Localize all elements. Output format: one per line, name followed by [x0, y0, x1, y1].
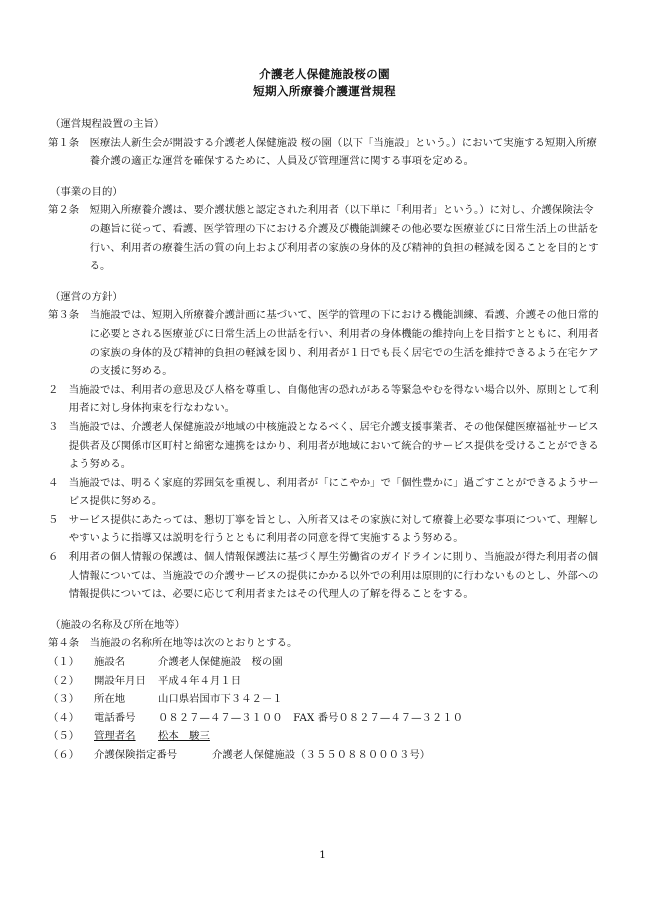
paragraph-text: 当施設では、利用者の意思及び人格を尊重し、自傷他害の恐れがある等緊急やむを得ない場合以外、原則として利用者に対し身体拘束を行なわない。	[68, 383, 599, 415]
article-1	[48, 134, 601, 171]
article-text: 短期入所療養介護は、要介護状態と認定された利用者（以下単に「利用者」という。）に対し、介護保険法令の趣旨に従って、看護、医学管理の下における介護及び機能訓練その他必要な医療並びに日常生活上の世話を行い、利用者の療養生活の質の向上および利用者の家族の身体的及び精神的負担の軽減を図ることを目的とする。	[89, 204, 599, 273]
list-label: 電話番号	[94, 711, 136, 724]
list-label: 管理者名	[94, 730, 136, 743]
facility-info-row-insurance-number	[48, 746, 601, 765]
paragraph-number: ６	[48, 551, 69, 564]
section-heading: （運営の方針）	[50, 290, 123, 303]
list-number: （２）	[48, 674, 80, 687]
list-number: （４）	[48, 711, 80, 724]
paragraph-number: ３	[48, 420, 69, 433]
list-label: 施設名	[94, 656, 126, 669]
section-heading: （施設の名称及び所在地等）	[50, 618, 186, 631]
paragraph-text: 当施設では、介護老人保健施設が地域の中核施設となるべく、居宅介護支援事業者、その他保健医療福祉サービス提供者及び関係市区町村と綿密な連携をはかり、利用者が地域において統合的サービス提供を受けることができるよう努める。	[68, 420, 599, 471]
list-label: 所在地	[94, 693, 126, 706]
list-value: 松本 駿三	[158, 730, 210, 743]
article-2	[48, 201, 601, 275]
title-block	[48, 66, 601, 100]
facility-info-row-manager	[48, 727, 601, 746]
list-value: 介護老人保健施設 桜の園	[158, 656, 283, 669]
article-text: 当施設では、短期入所療養介護計画に基づいて、医学的管理の下における機能訓練、看護、介護その他日常的に必要とされる医療並びに日常生活上の世話を行い、利用者の身体機能の維持向上を目指すとともに、利用者の家族の身体的及び精神的負担の軽減を図り、利用者が１日でも長く居宅での生活を維持できるよう在宅ケアの支援に努める。	[89, 309, 599, 378]
paragraph-number: ４	[48, 476, 69, 489]
list-number: （１）	[48, 656, 80, 669]
article-text: 当施設の名称所在地等は次のとおりとする。	[89, 637, 298, 650]
list-label: 介護保険指定番号	[94, 749, 178, 761]
list-value: 介護老人保健施設（３５５０８８０００３号）	[212, 749, 431, 761]
article-3	[48, 306, 601, 380]
list-number: （５）	[48, 730, 80, 743]
section-article-3	[48, 288, 601, 604]
paragraph-text: 当施設では、明るく家庭的雰囲気を重視し、利用者が「にこやか」で「個性豊かに」過ごすことができるようサービス提供に努める。	[68, 476, 599, 508]
section-heading: （運営規程設置の主旨）	[50, 118, 165, 130]
paragraph-text: 利用者の個人情報の保護は、個人情報保護法に基づく厚生労働省のガイドラインに則り、当施設が得た利用者の個人情報については、当施設での介護サービスの提供にかかる以外での利用は原則的に行わないものとし、外部への情報提供については、必要に応じて利用者またはその代理人の了解を得ることをする。	[68, 551, 599, 601]
section-article-2	[48, 183, 601, 276]
list-label: 開設年月日	[94, 674, 146, 687]
article-3-paragraph-2	[48, 381, 601, 418]
article-label: 第１条	[48, 136, 90, 149]
article-label: 第２条	[48, 204, 90, 217]
facility-info-row-address	[48, 690, 601, 709]
section-heading: （事業の目的）	[50, 185, 123, 198]
article-3-paragraph-3	[48, 418, 601, 474]
section-article-4	[48, 616, 601, 765]
article-3-paragraph-6	[48, 548, 601, 604]
list-value: ０８２７—４７—３１００ FAX 番号０８２７—４７—３２１０	[158, 711, 464, 724]
list-number: （３）	[48, 693, 80, 706]
article-text: 医療法人新生会が開設する介護老人保健施設 桜の園（以下「当施設」という。）において実施する短期入所療養介護の適正な運営を確保するために、人員及び管理運営に関する事項を定める。	[89, 136, 597, 168]
facility-info-row-name	[48, 653, 601, 672]
list-number: （６）	[48, 749, 80, 761]
paragraph-text: サービス提供にあたっては、懇切丁寧を旨とし、入所者又はその家族に対して療養上必要な事項について、理解しやすいように指導又は説明を行うとともに利用者の同意を得て実施するよう努める。	[68, 513, 599, 545]
document-subtitle: 短期入所療養介護運営規程	[253, 84, 396, 98]
page-number: 1	[319, 849, 326, 861]
paragraph-number: ２	[48, 383, 69, 396]
article-4	[48, 634, 601, 653]
article-3-paragraph-5	[48, 511, 601, 548]
list-value: 山口県岩国市下３４２－１	[158, 693, 283, 706]
article-label: 第３条	[48, 309, 90, 322]
section-article-1	[48, 115, 601, 171]
facility-info-row-opening-date	[48, 672, 601, 691]
document-title: 介護老人保健施設桜の園	[259, 67, 390, 81]
paragraph-number: ５	[48, 513, 69, 526]
article-3-paragraph-4	[48, 474, 601, 511]
article-label: 第４条	[48, 637, 90, 650]
facility-info-row-phone	[48, 709, 601, 728]
list-value: 平成４年４月１日	[158, 674, 242, 687]
